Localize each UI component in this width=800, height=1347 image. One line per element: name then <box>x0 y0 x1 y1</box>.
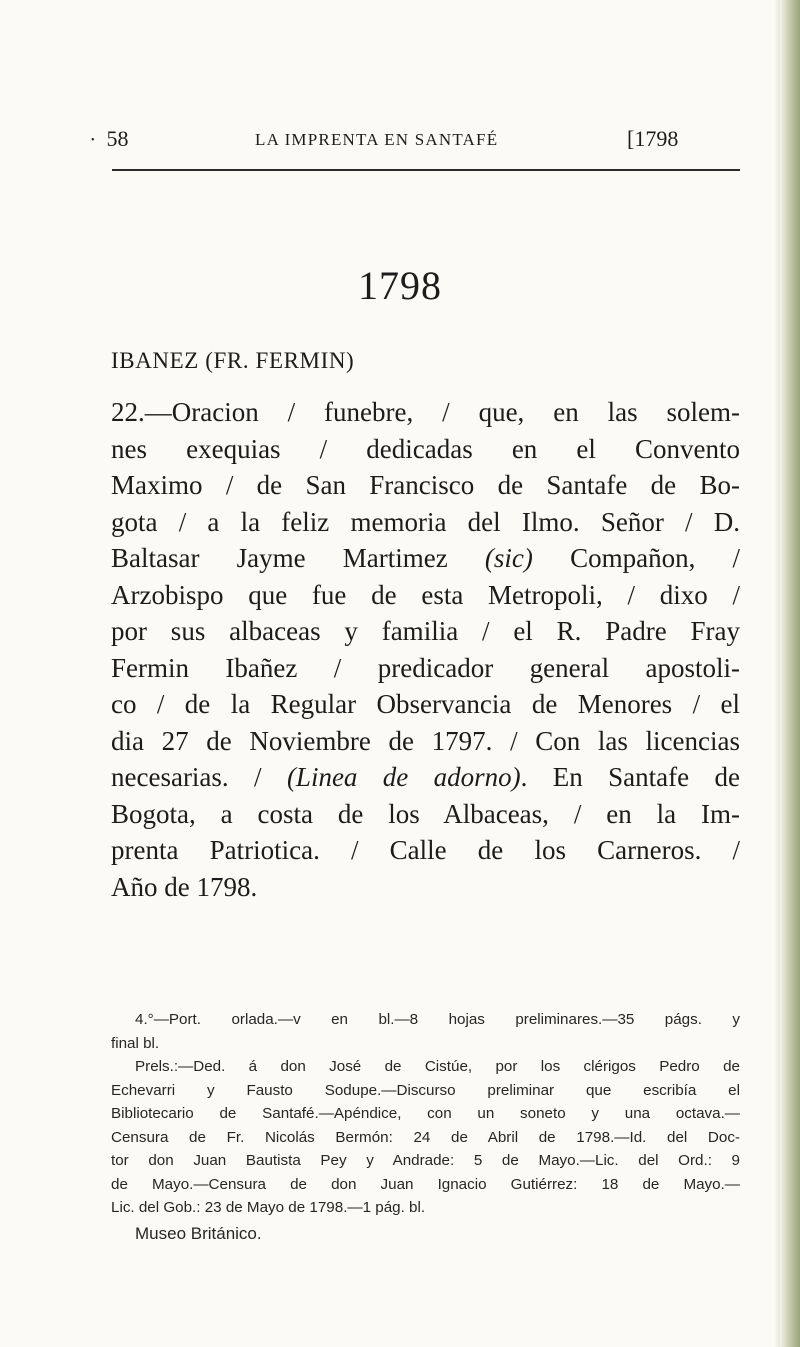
notes-line: Echevarri y Fausto Sodupe.—Discurso preliminar que escribía el <box>111 1081 740 1099</box>
ornament-annotation: (Linea de adorno) <box>286 762 521 792</box>
author-heading: IBANEZ (FR. FERMIN) <box>111 348 355 373</box>
page-edge <box>780 0 800 1347</box>
bibliographic-entry <box>111 394 740 905</box>
entry-line: Bogota, a costa de los Albaceas, / en la Im- <box>111 798 740 829</box>
page-number: • 58 <box>91 126 129 151</box>
notes-line: Lic. del Gob.: 23 de Mayo de 1798.—1 pág. bl. <box>111 1199 426 1216</box>
entry-line: 22.—Oracion / funebre, / que, en las solem- <box>111 397 740 427</box>
notes-line: Prels.:—Ded. á don José de Cistúe, por los clérigos Pedro de <box>135 1058 740 1075</box>
header-year: [1798 <box>627 126 679 151</box>
sic-annotation: (sic) <box>484 543 533 573</box>
header-rule <box>112 169 740 171</box>
entry-line: gota / a la feliz memoria del Ilmo. Señor / D. <box>111 506 740 537</box>
entry-line: necesarias. / (Linea de adorno). En Santafe de <box>111 762 740 792</box>
year-heading: 1798 <box>358 263 442 308</box>
notes-line: de Mayo.—Censura de don Juan Ignacio Gutiérrez: 18 de Mayo.— <box>111 1175 740 1193</box>
collation-notes <box>111 1008 740 1245</box>
notes-line: tor don Juan Bautista Pey y Andrade: 5 de Mayo.—Lic. del Ord.: 9 <box>111 1152 740 1169</box>
entry-line: Arzobispo que fue de esta Metropoli, / dixo / <box>111 579 740 610</box>
holding-library: Museo Británico. <box>135 1223 262 1243</box>
notes-line: final bl. <box>111 1034 160 1052</box>
entry-line: por sus albaceas y familia / el R. Padre Fray <box>111 616 740 646</box>
entry-line: co / de la Regular Observancia de Menores / el <box>111 689 740 719</box>
notes-line: Bibliotecario de Santafé.—Apéndice, con un soneto y una octava.— <box>111 1105 740 1122</box>
bullet-mark: • <box>91 135 95 147</box>
entry-line: Maximo / de San Francisco de Santafe de Bo- <box>111 470 740 500</box>
entry-line: Baltasar Jayme Martimez (sic) Compañon, / <box>111 543 740 573</box>
entry-line: nes exequias / dedicadas en el Convento <box>111 433 740 464</box>
page-header <box>0 126 800 160</box>
entry-line: prenta Patriotica. / Calle de los Carneros. / <box>111 835 740 865</box>
notes-line: Censura de Fr. Nicolás Bermón: 24 de Abril de 1798.—Id. del Doc- <box>111 1128 740 1146</box>
entry-line: Fermin Ibañez / predicador general apostoli- <box>111 652 740 683</box>
entry-line: dia 27 de Noviembre de 1797. / Con las licencias <box>111 725 740 756</box>
running-title: LA IMPRENTA EN SANTAFÉ <box>255 130 499 149</box>
entry-line: Año de 1798. <box>111 871 258 902</box>
notes-line: 4.°—Port. orlada.—v en bl.—8 hojas preliminares.—35 págs. y <box>135 1011 740 1028</box>
